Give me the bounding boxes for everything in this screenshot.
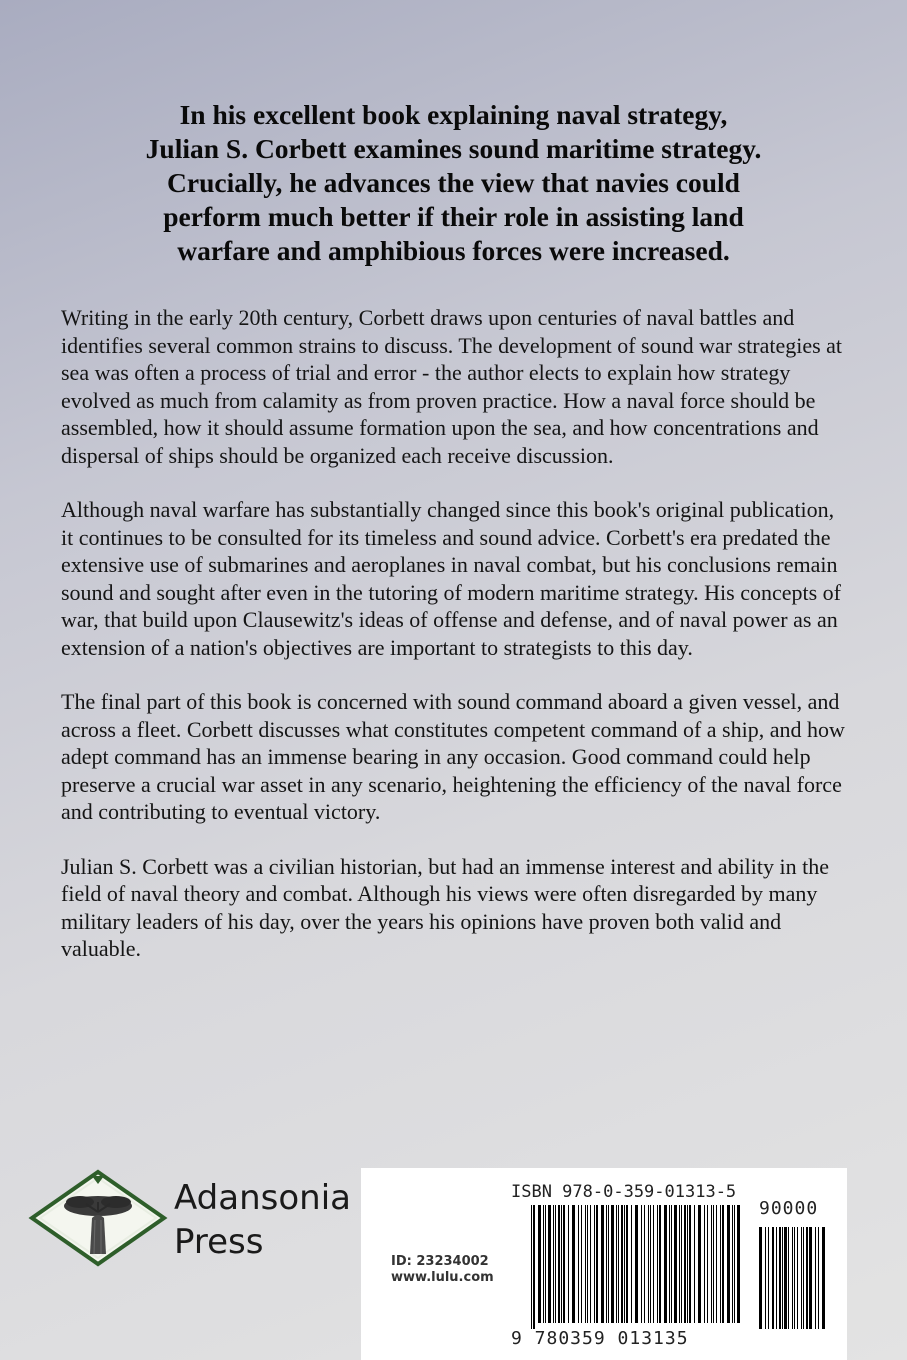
barcode-bar bbox=[689, 1205, 691, 1323]
barcode-bar bbox=[650, 1205, 651, 1323]
barcode-bar bbox=[716, 1205, 717, 1323]
barcode-bar bbox=[657, 1205, 658, 1323]
blurb-line: Julian S. Corbett examines sound maritime strategy. bbox=[145, 133, 762, 164]
lulu-url: www.lulu.com bbox=[391, 1270, 494, 1285]
paragraph: Julian S. Corbett was a civilian historian, but had an immense interest and ability in the field of naval theory and combat. Although his views were often disregarded by many military leaders of his day, over the years his opinions have proven both valid and valuable. bbox=[61, 853, 830, 961]
barcode-bar bbox=[587, 1205, 588, 1323]
barcode-addon-bar bbox=[782, 1227, 783, 1329]
barcode-bar bbox=[590, 1205, 591, 1323]
barcode-addon-bar bbox=[818, 1227, 819, 1329]
barcode-bar bbox=[631, 1205, 632, 1323]
barcode-bar bbox=[561, 1205, 562, 1323]
blurb-line: Crucially, he advances the view that navies could bbox=[167, 167, 740, 198]
publisher-name bbox=[174, 1176, 351, 1264]
barcode-addon-bar bbox=[801, 1227, 802, 1329]
barcode-bar bbox=[548, 1205, 551, 1323]
barcode-addon-bar bbox=[815, 1227, 816, 1329]
publisher-name-line: Press bbox=[174, 1222, 264, 1262]
barcode-addon-bar bbox=[779, 1227, 781, 1329]
barcode-addon-bar bbox=[759, 1227, 762, 1329]
barcode-addon-bar bbox=[803, 1227, 804, 1329]
barcode-addon-bar bbox=[765, 1227, 766, 1329]
barcode-bar bbox=[713, 1205, 714, 1323]
barcode-bar bbox=[664, 1205, 667, 1323]
barcode-bar bbox=[659, 1205, 661, 1323]
barcode-bar bbox=[531, 1205, 532, 1329]
barcode-bar bbox=[727, 1205, 730, 1323]
barcode-bar bbox=[737, 1205, 740, 1323]
barcode-bar bbox=[555, 1205, 556, 1323]
barcode-bar bbox=[594, 1205, 595, 1323]
description-body bbox=[61, 304, 851, 990]
barcode-addon-bar bbox=[822, 1227, 825, 1329]
publisher-name-line: Adansonia bbox=[174, 1178, 351, 1218]
barcode-addon-bar bbox=[776, 1227, 777, 1329]
barcode-bar bbox=[679, 1205, 680, 1323]
barcode-bar bbox=[684, 1205, 686, 1323]
barcode-bar bbox=[674, 1205, 677, 1323]
addon-digits: 90000 bbox=[759, 1198, 819, 1219]
barcode-bar bbox=[543, 1205, 544, 1323]
ean-barcode bbox=[531, 1205, 831, 1335]
barcode-bar bbox=[585, 1205, 586, 1323]
barcode-bar bbox=[601, 1205, 604, 1323]
barcode-bar bbox=[563, 1205, 565, 1323]
barcode-addon-bar bbox=[794, 1227, 795, 1329]
cover-blurb bbox=[60, 98, 847, 268]
barcode-bar bbox=[711, 1205, 712, 1323]
barcode-bar bbox=[732, 1205, 733, 1323]
barcode-bar bbox=[669, 1205, 670, 1323]
barcode-bar bbox=[681, 1205, 682, 1323]
barcode-bar bbox=[641, 1205, 642, 1323]
lulu-id-number: ID: 23234002 bbox=[391, 1254, 489, 1269]
barcode-bar bbox=[698, 1205, 701, 1323]
barcode-bar bbox=[734, 1205, 735, 1323]
barcode-bar bbox=[648, 1205, 649, 1323]
barcode-bar bbox=[704, 1205, 705, 1323]
barcode-bar bbox=[578, 1205, 579, 1323]
barcode-bar bbox=[611, 1205, 614, 1323]
barcode-bar bbox=[707, 1205, 708, 1323]
barcode-addon-bar bbox=[772, 1227, 774, 1329]
barcode-addon-bar bbox=[809, 1227, 812, 1329]
barcode-bar bbox=[616, 1205, 617, 1323]
barcode-addon-bar bbox=[792, 1227, 793, 1329]
isbn-text: ISBN 978-0-359-01313-5 bbox=[511, 1182, 737, 1202]
barcode-bar bbox=[635, 1205, 638, 1323]
blurb-line: In his excellent book explaining naval strategy, bbox=[179, 99, 728, 130]
barcode-bar bbox=[624, 1205, 625, 1323]
barcode-addon-bar bbox=[797, 1227, 798, 1329]
paragraph: Although naval warfare has substantially changed since this book's original publication, it continues to be consulted for its timeless and sound advice. Corbett's era predated the extensive use of submarines and aeroplanes in naval combat, but his conclusions remain sound and sought after even in the tutoring of modern maritime strategy. His concepts of war, that build upon Clausewitz's ideas of offense and defense, and of naval power as an extension of a nation's objectives are important to strategists to this day. bbox=[61, 497, 841, 660]
barcode-bar bbox=[606, 1205, 607, 1323]
blurb-line: perform much better if their role in assisting land bbox=[163, 201, 744, 232]
paragraph: Writing in the early 20th century, Corbett draws upon centuries of naval battles and identifies several common strains to discuss. The development of sound war strategies at sea was often a process of trial and error - the author elects to explain how strategy evolved as much from calamity as from proven practice. How a naval force should be assembled, how it should assume formation upon the sea, and how concentrations and dispersal of ships should be organized each receive discussion. bbox=[61, 305, 843, 468]
barcode-bar bbox=[720, 1205, 721, 1323]
barcode-bar bbox=[538, 1205, 541, 1323]
barcode-bar bbox=[644, 1205, 645, 1323]
barcode-bar bbox=[671, 1205, 672, 1323]
barcode-bar bbox=[545, 1205, 546, 1323]
barcode-bar bbox=[608, 1205, 609, 1323]
barcode-bar bbox=[572, 1205, 575, 1323]
baobab-tree-icon bbox=[28, 1168, 168, 1268]
barcode-bar bbox=[722, 1205, 724, 1323]
barcode-bar bbox=[687, 1205, 688, 1323]
barcode-bar bbox=[568, 1205, 569, 1323]
blurb-line: warfare and amphibious forces were increased. bbox=[177, 235, 730, 266]
paragraph: The final part of this book is concerned with sound command aboard a given vessel, and across a fleet. Corbett discusses what constitutes competent command of a ship, and how adept command has an immense bearing in any occasion. Good command could help preserve a crucial war asset in any scenario, heightening the efficiency of the naval force and contributing to eventual victory. bbox=[61, 689, 845, 824]
barcode-addon-bar bbox=[788, 1227, 789, 1329]
barcode-panel bbox=[361, 1168, 847, 1360]
barcode-bar bbox=[626, 1205, 628, 1323]
barcode-addon-bar bbox=[768, 1227, 769, 1329]
barcode-addon-bar bbox=[784, 1227, 787, 1329]
lulu-id bbox=[391, 1254, 494, 1286]
barcode-bar bbox=[618, 1205, 619, 1323]
barcode-bar bbox=[558, 1205, 560, 1323]
ean-digits: 9 780359 013135 bbox=[511, 1328, 689, 1349]
barcode-addon-bar bbox=[806, 1227, 808, 1329]
barcode-bar bbox=[553, 1205, 554, 1323]
barcode-bar bbox=[533, 1205, 535, 1329]
barcode-bar bbox=[596, 1205, 598, 1323]
barcode-bar bbox=[621, 1205, 623, 1323]
barcode-bar bbox=[694, 1205, 695, 1323]
barcode-bar bbox=[653, 1205, 654, 1323]
barcode-bar bbox=[581, 1205, 582, 1323]
